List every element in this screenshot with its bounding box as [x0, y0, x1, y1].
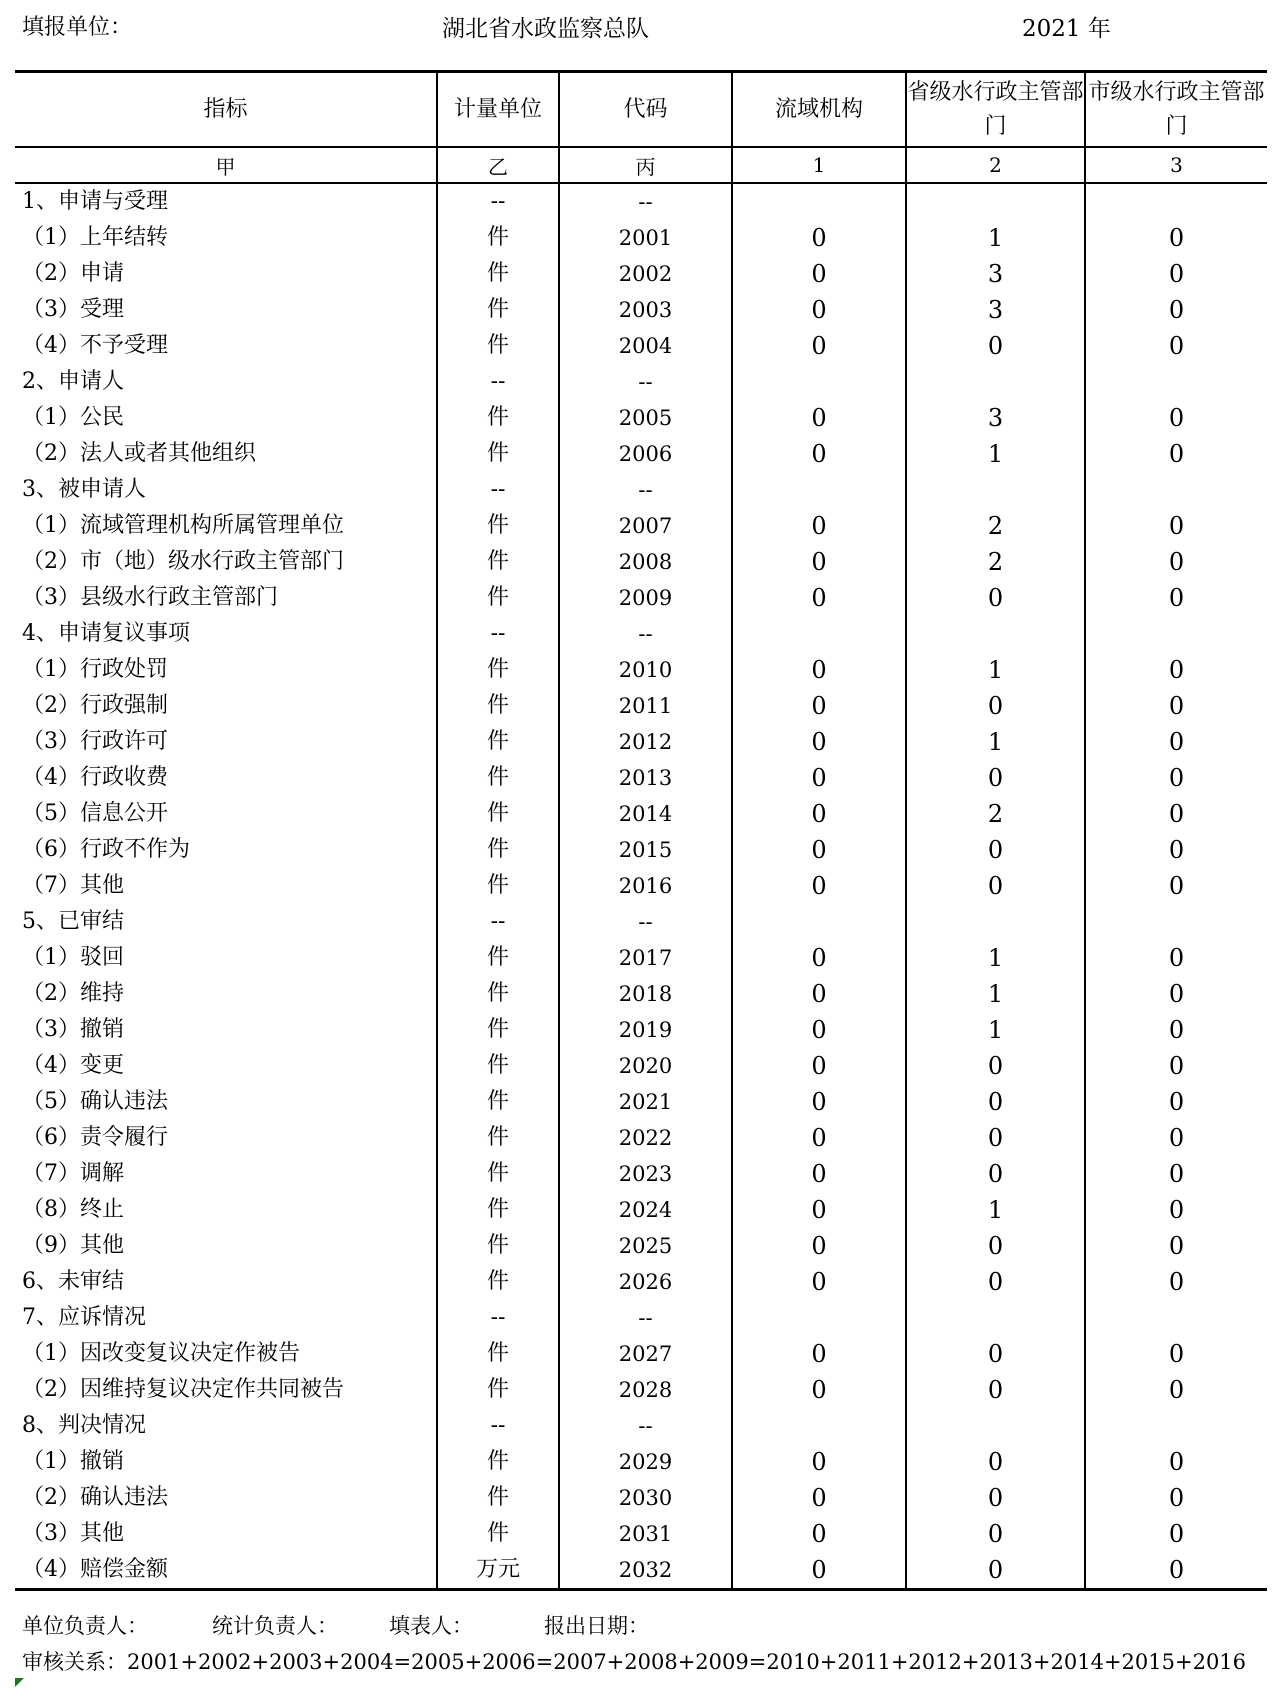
code-cell: 2015: [559, 832, 732, 868]
unit-cell: 件: [437, 544, 559, 580]
indicator-cell: （4）行政收费: [22, 765, 168, 790]
unit-cell: 件: [437, 1264, 559, 1300]
column-header-indicator: 指标: [15, 72, 437, 148]
indicator-cell: （1）撤销: [22, 1449, 124, 1474]
provincial-dept-value: 0: [906, 1444, 1085, 1480]
indicator-cell: （9）其他: [22, 1233, 124, 1258]
code-cell: 2009: [559, 580, 732, 616]
basin-agency-value: 0: [732, 724, 906, 760]
table-row: [15, 1444, 1267, 1480]
basin-agency-value: [732, 1408, 906, 1444]
code-cell: 2004: [559, 328, 732, 364]
basin-agency-value: 0: [732, 760, 906, 796]
basin-agency-value: 0: [732, 1372, 906, 1408]
city-dept-value: 0: [1085, 832, 1267, 868]
column-header-unit: 计量单位: [437, 72, 559, 148]
unit-cell: 件: [437, 580, 559, 616]
basin-agency-value: [732, 1300, 906, 1336]
table-row: [15, 616, 1267, 652]
indicator-cell: （3）撤销: [22, 1017, 124, 1042]
city-dept-value: 0: [1085, 1444, 1267, 1480]
city-dept-value: [1085, 183, 1267, 220]
table-row: [15, 652, 1267, 688]
code-cell: 2006: [559, 436, 732, 472]
city-dept-value: 0: [1085, 1192, 1267, 1228]
indicator-cell: （2）维持: [22, 981, 124, 1006]
table-row: [15, 1264, 1267, 1300]
city-dept-value: [1085, 472, 1267, 508]
unit-cell: --: [437, 472, 559, 508]
indicator-cell: （2）行政强制: [22, 693, 168, 718]
city-dept-value: 0: [1085, 328, 1267, 364]
code-cell: 2008: [559, 544, 732, 580]
city-dept-value: [1085, 1300, 1267, 1336]
provincial-dept-value: [906, 1408, 1085, 1444]
city-dept-value: 0: [1085, 1012, 1267, 1048]
basin-agency-value: 0: [732, 652, 906, 688]
code-cell: 2011: [559, 688, 732, 724]
city-dept-value: 0: [1085, 400, 1267, 436]
indicator-cell: （1）公民: [22, 405, 124, 430]
indicator-cell: （2）申请: [22, 261, 124, 286]
code-cell: 2010: [559, 652, 732, 688]
basin-agency-value: 0: [732, 544, 906, 580]
provincial-dept-value: 3: [906, 400, 1085, 436]
table-row: [15, 832, 1267, 868]
city-dept-value: 0: [1085, 508, 1267, 544]
code-cell: --: [559, 472, 732, 508]
provincial-dept-value: 0: [906, 688, 1085, 724]
code-cell: 2014: [559, 796, 732, 832]
table-row: [15, 1012, 1267, 1048]
basin-agency-value: [732, 364, 906, 400]
code-cell: 2022: [559, 1120, 732, 1156]
table-row: [15, 472, 1267, 508]
basin-agency-value: 0: [732, 796, 906, 832]
unit-cell: 件: [437, 832, 559, 868]
provincial-dept-value: [906, 616, 1085, 652]
basin-agency-value: 0: [732, 1552, 906, 1590]
indicator-cell: （5）信息公开: [22, 801, 168, 826]
table-row: [15, 1480, 1267, 1516]
unit-cell: --: [437, 1300, 559, 1336]
table-row: [15, 436, 1267, 472]
table-row: [15, 1516, 1267, 1552]
provincial-dept-value: [906, 183, 1085, 220]
unit-cell: --: [437, 904, 559, 940]
audit-relation: 审核关系：2001+2002+2003+2004=2005+2006=2007+2008+2009=2010+2011+2012+2013+2014+2015+2016: [22, 1650, 1247, 1674]
table-row: [15, 580, 1267, 616]
unit-cell: 件: [437, 760, 559, 796]
table-row: [15, 688, 1267, 724]
unit-cell: 件: [437, 292, 559, 328]
unit-cell: 件: [437, 1048, 559, 1084]
city-dept-value: 0: [1085, 1480, 1267, 1516]
indicator-cell: 8、判决情况: [22, 1413, 146, 1438]
city-dept-value: 0: [1085, 1264, 1267, 1300]
statistics-table: [15, 70, 1267, 1591]
basin-agency-value: 0: [732, 1048, 906, 1084]
provincial-dept-value: 0: [906, 1552, 1085, 1590]
indicator-cell: （7）其他: [22, 873, 124, 898]
table-row: [15, 1408, 1267, 1444]
indicator-cell: 1、申请与受理: [22, 189, 168, 214]
basin-agency-value: 0: [732, 328, 906, 364]
table-row: [15, 256, 1267, 292]
unit-cell: 件: [437, 220, 559, 256]
table-row: [15, 1084, 1267, 1120]
column-sub-label: 乙: [437, 147, 559, 183]
city-dept-value: [1085, 616, 1267, 652]
indicator-cell: （1）流域管理机构所属管理单位: [22, 513, 344, 538]
code-cell: 2003: [559, 292, 732, 328]
basin-agency-value: 0: [732, 1084, 906, 1120]
table-row: [15, 796, 1267, 832]
provincial-dept-value: 0: [906, 1120, 1085, 1156]
city-dept-value: 0: [1085, 1336, 1267, 1372]
unit-cell: 件: [437, 1444, 559, 1480]
basin-agency-value: 0: [732, 1228, 906, 1264]
code-cell: 2012: [559, 724, 732, 760]
basin-agency-value: 0: [732, 1336, 906, 1372]
indicator-cell: （8）终止: [22, 1197, 124, 1222]
unit-head-label: 单位负责人：: [22, 1614, 148, 1638]
table-body: [15, 183, 1267, 1590]
unit-cell: 件: [437, 940, 559, 976]
table-row: [15, 1120, 1267, 1156]
table-row: [15, 1372, 1267, 1408]
indicator-cell: （2）确认违法: [22, 1485, 168, 1510]
city-dept-value: 0: [1085, 436, 1267, 472]
table-row: [15, 508, 1267, 544]
city-dept-value: 0: [1085, 256, 1267, 292]
basin-agency-value: 0: [732, 832, 906, 868]
report-date-label: 报出日期：: [544, 1614, 649, 1638]
unit-cell: 件: [437, 796, 559, 832]
provincial-dept-value: 1: [906, 940, 1085, 976]
city-dept-value: 0: [1085, 1372, 1267, 1408]
indicator-cell: （6）行政不作为: [22, 837, 190, 862]
provincial-dept-value: [906, 904, 1085, 940]
basin-agency-value: 0: [732, 1012, 906, 1048]
table-row: [15, 183, 1267, 220]
code-cell: 2028: [559, 1372, 732, 1408]
table-row: [15, 904, 1267, 940]
indicator-cell: （3）县级水行政主管部门: [22, 585, 278, 610]
basin-agency-value: 0: [732, 508, 906, 544]
code-cell: 2025: [559, 1228, 732, 1264]
unit-cell: --: [437, 364, 559, 400]
provincial-dept-value: 0: [906, 1084, 1085, 1120]
code-cell: 2017: [559, 940, 732, 976]
table-row: [15, 1552, 1267, 1590]
provincial-dept-value: 0: [906, 868, 1085, 904]
report-year: 2021 年: [1022, 16, 1111, 42]
city-dept-value: 0: [1085, 976, 1267, 1012]
table-row: [15, 1300, 1267, 1336]
basin-agency-value: [732, 472, 906, 508]
table-row: [15, 1336, 1267, 1372]
indicator-cell: （3）受理: [22, 297, 124, 322]
basin-agency-value: 0: [732, 220, 906, 256]
provincial-dept-value: 0: [906, 1372, 1085, 1408]
basin-agency-value: 0: [732, 400, 906, 436]
filler-label: 填表人：: [389, 1614, 473, 1638]
table-row: [15, 1228, 1267, 1264]
unit-cell: 件: [437, 1120, 559, 1156]
column-sub-label: 丙: [559, 147, 732, 183]
column-header-city-dept: 市级水行政主管部门: [1085, 72, 1267, 148]
indicator-cell: 7、应诉情况: [22, 1305, 146, 1330]
provincial-dept-value: 0: [906, 1228, 1085, 1264]
basin-agency-value: [732, 183, 906, 220]
code-cell: 2024: [559, 1192, 732, 1228]
stat-head-label: 统计负责人：: [212, 1614, 338, 1638]
city-dept-value: 0: [1085, 796, 1267, 832]
city-dept-value: [1085, 904, 1267, 940]
unit-cell: 件: [437, 724, 559, 760]
table-row: [15, 760, 1267, 796]
provincial-dept-value: 0: [906, 1264, 1085, 1300]
unit-cell: 件: [437, 976, 559, 1012]
provincial-dept-value: 1: [906, 1012, 1085, 1048]
provincial-dept-value: 0: [906, 1336, 1085, 1372]
table-row: [15, 220, 1267, 256]
code-cell: 2026: [559, 1264, 732, 1300]
indicator-cell: （3）其他: [22, 1521, 124, 1546]
unit-cell: 件: [437, 652, 559, 688]
city-dept-value: 0: [1085, 652, 1267, 688]
unit-cell: 件: [437, 400, 559, 436]
code-cell: 2027: [559, 1336, 732, 1372]
basin-agency-value: 0: [732, 256, 906, 292]
table-row: [15, 1192, 1267, 1228]
indicator-cell: （4）赔偿金额: [15, 1552, 437, 1590]
unit-cell: 件: [437, 328, 559, 364]
code-cell: 2021: [559, 1084, 732, 1120]
indicator-cell: 4、申请复议事项: [22, 621, 190, 646]
basin-agency-value: 0: [732, 868, 906, 904]
column-sub-label: 2: [906, 147, 1085, 183]
provincial-dept-value: [906, 364, 1085, 400]
provincial-dept-value: 1: [906, 652, 1085, 688]
city-dept-value: [1085, 364, 1267, 400]
unit-cell: 件: [437, 868, 559, 904]
table-row: [15, 976, 1267, 1012]
unit-cell: 件: [437, 1480, 559, 1516]
code-cell: --: [559, 183, 732, 220]
code-cell: 2005: [559, 400, 732, 436]
table-row: [15, 364, 1267, 400]
footer-signers: [22, 1610, 649, 1640]
column-header-code: 代码: [559, 72, 732, 148]
column-sub-label: 1: [732, 147, 906, 183]
unit-cell: --: [437, 616, 559, 652]
basin-agency-value: [732, 904, 906, 940]
indicator-cell: （1）行政处罚: [22, 657, 168, 682]
unit-cell: 件: [437, 1516, 559, 1552]
provincial-dept-value: [906, 1300, 1085, 1336]
provincial-dept-value: 0: [906, 760, 1085, 796]
city-dept-value: 0: [1085, 1120, 1267, 1156]
column-header-provincial-dept: 省级水行政主管部门: [906, 72, 1085, 148]
provincial-dept-value: 0: [906, 1480, 1085, 1516]
fill-unit-label: 填报单位：: [22, 15, 133, 40]
table-row: [15, 1156, 1267, 1192]
basin-agency-value: 0: [732, 292, 906, 328]
table-row: [15, 940, 1267, 976]
city-dept-value: 0: [1085, 1552, 1267, 1590]
code-cell: --: [559, 616, 732, 652]
unit-cell: 件: [437, 1336, 559, 1372]
basin-agency-value: 0: [732, 1480, 906, 1516]
provincial-dept-value: 0: [906, 1516, 1085, 1552]
unit-cell: 件: [437, 1084, 559, 1120]
code-cell: 2002: [559, 256, 732, 292]
code-cell: 2029: [559, 1444, 732, 1480]
provincial-dept-value: 2: [906, 544, 1085, 580]
indicator-cell: 2、申请人: [22, 369, 124, 394]
table-header-row: [15, 72, 1267, 148]
table-row: [15, 1048, 1267, 1084]
indicator-cell: （3）行政许可: [22, 729, 168, 754]
code-cell: 2020: [559, 1048, 732, 1084]
cell-corner-marker: [15, 1678, 24, 1687]
basin-agency-value: 0: [732, 688, 906, 724]
city-dept-value: 0: [1085, 868, 1267, 904]
unit-cell: 件: [437, 1012, 559, 1048]
city-dept-value: 0: [1085, 220, 1267, 256]
basin-agency-value: [732, 616, 906, 652]
code-cell: 2030: [559, 1480, 732, 1516]
unit-cell: 件: [437, 1372, 559, 1408]
basin-agency-value: 0: [732, 1120, 906, 1156]
indicator-cell: （2）市（地）级水行政主管部门: [22, 549, 344, 574]
code-cell: 2023: [559, 1156, 732, 1192]
indicator-cell: 5、已审结: [22, 909, 124, 934]
indicator-cell: （1）驳回: [22, 945, 124, 970]
unit-cell: 件: [437, 688, 559, 724]
city-dept-value: 0: [1085, 1084, 1267, 1120]
indicator-cell: （6）责令履行: [22, 1125, 168, 1150]
column-sub-label: 3: [1085, 147, 1267, 183]
basin-agency-value: 0: [732, 976, 906, 1012]
basin-agency-value: 0: [732, 1264, 906, 1300]
provincial-dept-value: 0: [906, 328, 1085, 364]
column-header-basin-agency: 流域机构: [732, 72, 906, 148]
city-dept-value: 0: [1085, 292, 1267, 328]
city-dept-value: 0: [1085, 1516, 1267, 1552]
code-cell: --: [559, 364, 732, 400]
city-dept-value: 0: [1085, 940, 1267, 976]
unit-cell: --: [437, 1408, 559, 1444]
indicator-cell: 6、未审结: [22, 1269, 124, 1294]
city-dept-value: 0: [1085, 724, 1267, 760]
code-cell: --: [559, 1408, 732, 1444]
code-cell: 2013: [559, 760, 732, 796]
table-row: [15, 544, 1267, 580]
code-cell: 2001: [559, 220, 732, 256]
city-dept-value: [1085, 1408, 1267, 1444]
table-row: [15, 400, 1267, 436]
provincial-dept-value: 2: [906, 508, 1085, 544]
code-cell: 2019: [559, 1012, 732, 1048]
indicator-cell: （7）调解: [22, 1161, 124, 1186]
city-dept-value: 0: [1085, 1228, 1267, 1264]
code-cell: 2007: [559, 508, 732, 544]
unit-cell: 万元: [437, 1552, 559, 1590]
city-dept-value: 0: [1085, 688, 1267, 724]
provincial-dept-value: [906, 472, 1085, 508]
basin-agency-value: 0: [732, 1192, 906, 1228]
basin-agency-value: 0: [732, 1444, 906, 1480]
provincial-dept-value: 3: [906, 292, 1085, 328]
city-dept-value: 0: [1085, 1048, 1267, 1084]
city-dept-value: 0: [1085, 580, 1267, 616]
indicator-cell: （1）因改变复议决定作被告: [22, 1341, 300, 1366]
unit-cell: 件: [437, 1228, 559, 1264]
code-cell: 2032: [559, 1552, 732, 1590]
indicator-cell: （4）不予受理: [22, 333, 168, 358]
city-dept-value: 0: [1085, 1156, 1267, 1192]
indicator-cell: （5）确认违法: [22, 1089, 168, 1114]
basin-agency-value: 0: [732, 580, 906, 616]
provincial-dept-value: 0: [906, 1048, 1085, 1084]
unit-cell: 件: [437, 1192, 559, 1228]
code-cell: 2018: [559, 976, 732, 1012]
city-dept-value: 0: [1085, 760, 1267, 796]
unit-cell: 件: [437, 1156, 559, 1192]
unit-cell: 件: [437, 508, 559, 544]
column-sub-label: 甲: [15, 147, 437, 183]
provincial-dept-value: 0: [906, 832, 1085, 868]
provincial-dept-value: 1: [906, 220, 1085, 256]
organization-name: 湖北省水政监察总队: [442, 16, 649, 42]
basin-agency-value: 0: [732, 1156, 906, 1192]
provincial-dept-value: 0: [906, 1156, 1085, 1192]
indicator-cell: （1）上年结转: [22, 225, 168, 250]
basin-agency-value: 0: [732, 940, 906, 976]
code-cell: 2031: [559, 1516, 732, 1552]
table-subheader-row: [15, 147, 1267, 183]
indicator-cell: 3、被申请人: [22, 477, 146, 502]
provincial-dept-value: 1: [906, 976, 1085, 1012]
provincial-dept-value: 1: [906, 1192, 1085, 1228]
indicator-cell: （2）法人或者其他组织: [22, 441, 256, 466]
provincial-dept-value: 1: [906, 436, 1085, 472]
provincial-dept-value: 2: [906, 796, 1085, 832]
code-cell: --: [559, 904, 732, 940]
basin-agency-value: 0: [732, 1516, 906, 1552]
basin-agency-value: 0: [732, 436, 906, 472]
unit-cell: 件: [437, 256, 559, 292]
unit-cell: 件: [437, 436, 559, 472]
provincial-dept-value: 3: [906, 256, 1085, 292]
table-row: [15, 724, 1267, 760]
table-row: [15, 868, 1267, 904]
unit-cell: --: [437, 183, 559, 220]
indicator-cell: （2）因维持复议决定作共同被告: [22, 1377, 344, 1402]
provincial-dept-value: 0: [906, 580, 1085, 616]
indicator-cell: （4）变更: [22, 1053, 124, 1078]
table-row: [15, 328, 1267, 364]
provincial-dept-value: 1: [906, 724, 1085, 760]
table-row: [15, 292, 1267, 328]
code-cell: 2016: [559, 868, 732, 904]
code-cell: --: [559, 1300, 732, 1336]
city-dept-value: 0: [1085, 544, 1267, 580]
